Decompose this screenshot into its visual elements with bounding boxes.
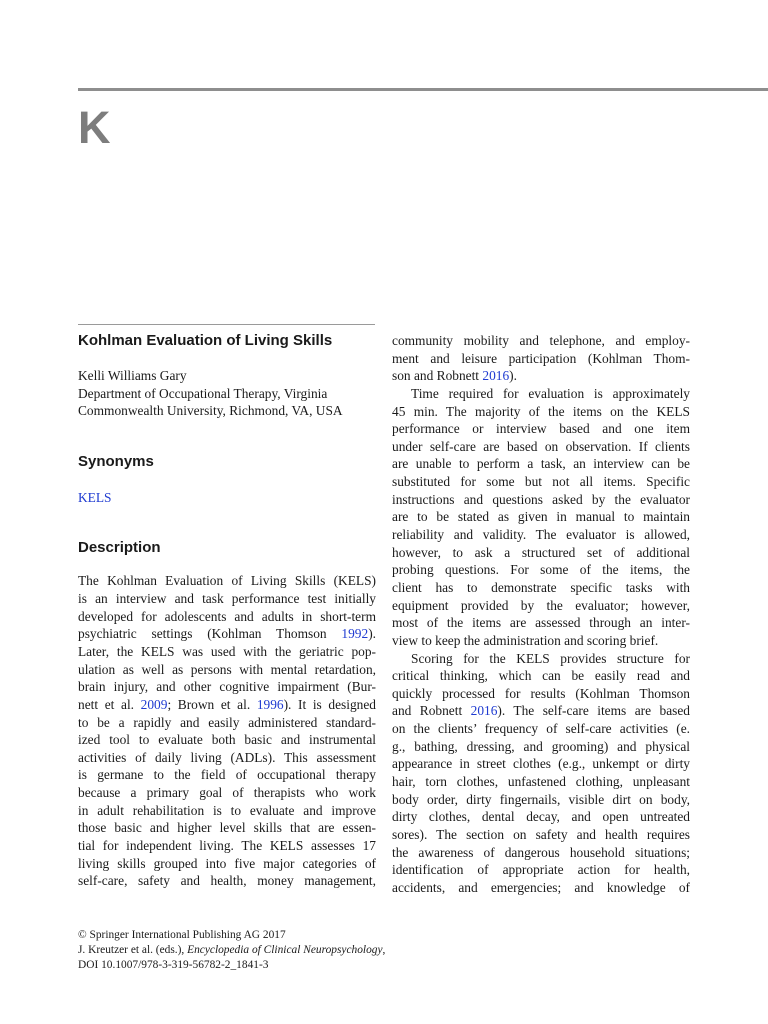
body-line: community mobility and telephone, and employ- [392, 333, 690, 348]
body-line: quickly processed for results (Kohlman Thomson [392, 685, 690, 701]
body-line: son and Robnett 2016). [392, 368, 517, 384]
body-line: and Robnett 2016). The self-care items are based [392, 703, 690, 719]
description-left-body [78, 572, 376, 890]
body-line: appearance in street clothes (e.g., unkempt or dirty [392, 756, 690, 772]
body-line: brain injury, and other cognitive impairment (Bur- [78, 679, 376, 695]
body-line: The Kohlman Evaluation of Living Skills (KELS) [78, 573, 376, 589]
body-line: those basic and higher level skills that are essen- [78, 820, 376, 836]
reference-link-2009[interactable]: 2009 [140, 696, 168, 712]
body-line: instructions and questions asked by the evaluator [392, 491, 690, 507]
entry-title: Kohlman Evaluation of Living Skills [78, 332, 333, 349]
book-title: Encyclopedia of Clinical Neuropsychology [187, 944, 383, 956]
body-line: nett et al. 2009; Brown et al. 1996). It is designed [78, 696, 376, 712]
body-line: Time required for evaluation is approximately [411, 385, 690, 401]
body-line: accidents, and emergencies; and knowledge of [392, 879, 690, 895]
body-line: activities of daily living (ADLs). This assessment [78, 749, 376, 765]
body-line: psychiatric settings (Kohlman Thomson 1992). [78, 626, 376, 642]
synonyms-heading: Synonyms [78, 452, 154, 470]
body-line: sores). The section on safety and health requires [392, 826, 690, 842]
reference-link-1992[interactable]: 1992 [341, 626, 369, 642]
body-line: dirty clothes, dental decay, and open untreated [392, 809, 690, 825]
doi-line: DOI 10.1007/978-3-319-56782-2_1841-3 [78, 959, 269, 971]
top-rule [78, 88, 768, 91]
title-rule [78, 324, 375, 325]
copyright-line: © Springer International Publishing AG 2017 [78, 929, 286, 941]
body-line: critical thinking, which can be easily read and [392, 668, 690, 684]
body-line: developed for adolescents and adults in short-term [78, 608, 376, 624]
body-line: however, to ask a structured set of additional [392, 544, 690, 560]
body-line: body order, dirty fingernails, visible dirt on body, [392, 791, 690, 807]
body-line: the awareness of dangerous household situations; [392, 844, 690, 860]
body-line: is an interview and task performance test initially [78, 591, 376, 607]
body-line: are to be stated as given in manual to maintain [392, 509, 690, 525]
body-line: view to keep the administration and scoring brief. [392, 632, 659, 648]
body-line: are unable to perform a task, an interview can be [392, 456, 690, 472]
author-name: Kelli Williams Gary [78, 368, 187, 383]
body-line: performance or interview based and one item [392, 421, 690, 437]
body-line: client has to demonstrate specific tasks with [392, 579, 690, 595]
section-letter: K [78, 102, 111, 153]
body-line: tial for independent living. The KELS assesses 17 [78, 837, 376, 853]
body-line: because a primary goal of therapists who work [78, 785, 376, 801]
synonym-link-kels[interactable]: KELS [78, 489, 112, 505]
body-line: most of the items are assessed through an inter- [392, 615, 690, 631]
body-line: under self-care are based on observation. If clients [392, 438, 690, 454]
body-line: Later, the KELS was used with the geriatric pop- [78, 643, 376, 659]
body-line: self-care, safety and health, money management, [78, 873, 376, 889]
body-line: Scoring for the KELS provides structure for [411, 650, 690, 666]
page-footer [78, 928, 385, 973]
body-line: on the clients’ frequency of self-care activities (e. [392, 721, 690, 737]
affiliation-line-1: Department of Occupational Therapy, Virginia [78, 385, 328, 401]
reference-link-2016[interactable]: 2016 [470, 703, 498, 719]
body-line: to be a rapidly and easily administered standard- [78, 714, 376, 730]
right-column [392, 332, 690, 897]
body-line: equipment provided by the evaluator; however, [392, 597, 690, 613]
citation-line: J. Kreutzer et al. (eds.), Encyclopedia of Clinical Neuropsychology, [78, 944, 386, 956]
body-line: g., bathing, dressing, and grooming) and physical [392, 738, 690, 754]
left-column [78, 324, 376, 890]
reference-link-2016[interactable]: 2016 [482, 368, 510, 384]
author-block [78, 367, 376, 420]
body-line: ment and leisure participation (Kohlman Thom- [392, 350, 690, 366]
body-line: ized tool to evaluate both basic and instrumental [78, 732, 376, 748]
reference-link-1996[interactable]: 1996 [256, 696, 284, 712]
body-line: probing questions. For some of the items, the [392, 562, 690, 578]
body-line: living skills grouped into five major categories of [78, 855, 376, 871]
affiliation-line-2: Commonwealth University, Richmond, VA, USA [78, 403, 343, 419]
body-line: in adult rehabilitation is to evaluate and improve [78, 802, 376, 818]
body-line: is germane to the field of occupational therapy [78, 767, 376, 783]
body-line: hair, torn clothes, unfastened clothing, unpleasant [392, 774, 690, 790]
body-line: reliability and validity. The evaluator is allowed, [392, 527, 690, 543]
body-line: substituted for some but not all items. Specific [392, 474, 690, 490]
body-line: 45 min. The majority of the items on the KELS [392, 403, 690, 419]
description-heading: Description [78, 539, 161, 557]
body-line: ulation as well as persons with mental retardation, [78, 661, 376, 677]
body-line: identification of appropriate action for health, [392, 862, 690, 878]
